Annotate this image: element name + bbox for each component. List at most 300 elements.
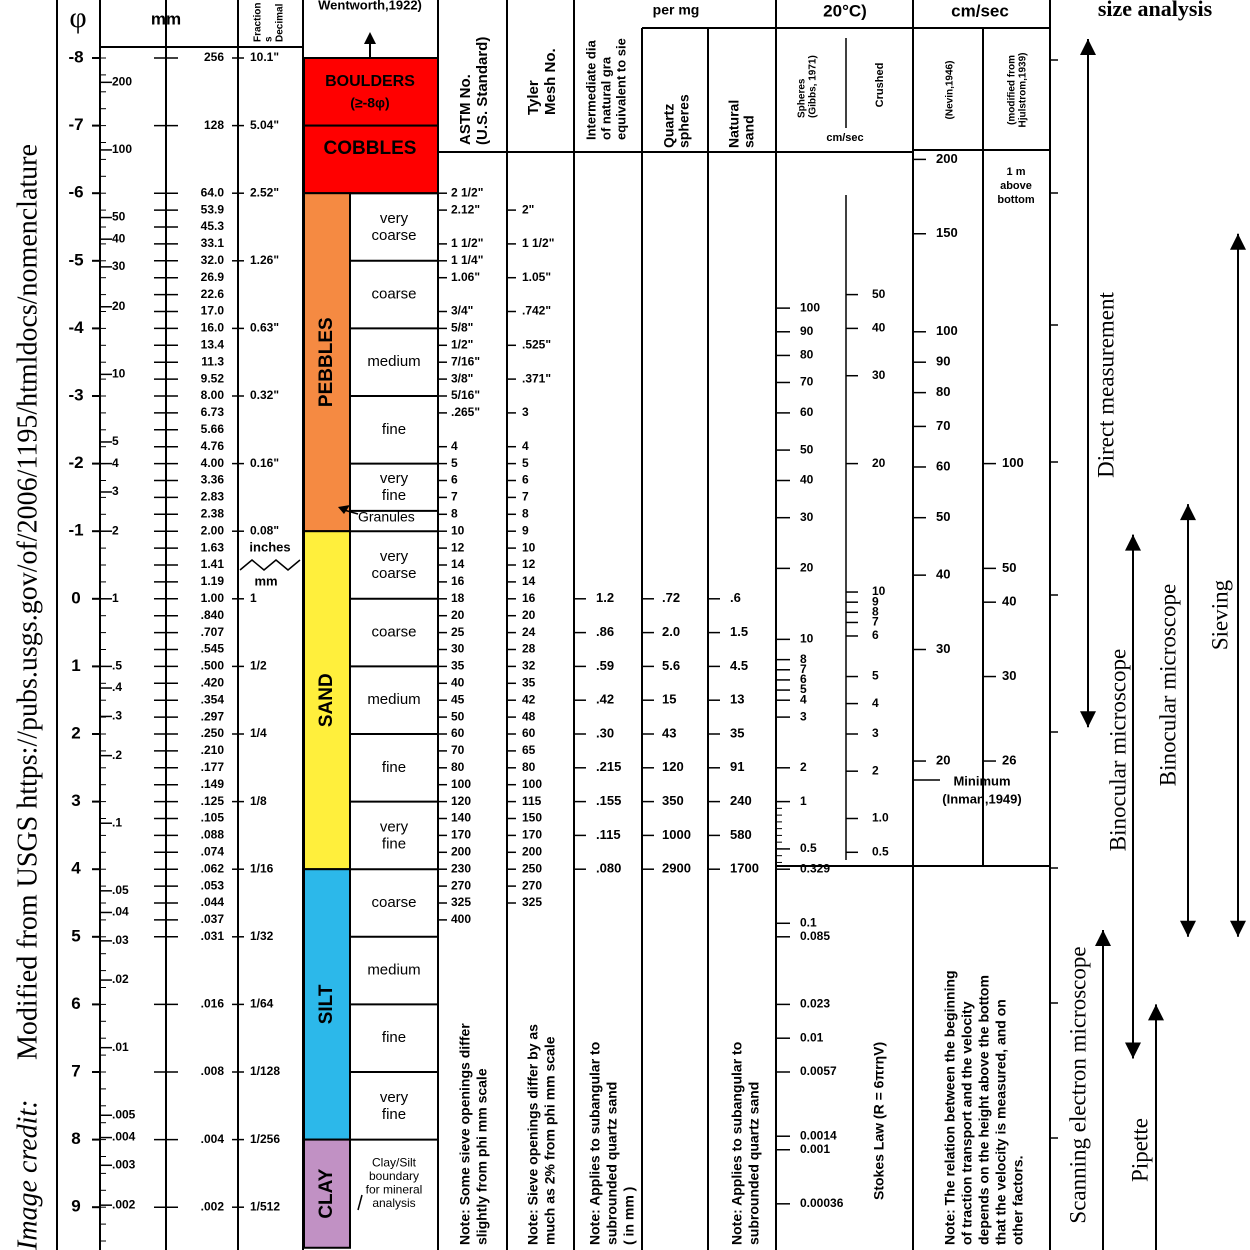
mm-value-label: .420: [200, 675, 224, 690]
phi-tick-label: -8: [68, 47, 84, 67]
clay-silt-note: Clay/Silt: [371, 1155, 417, 1170]
mm-value-label: 1.63: [200, 540, 224, 555]
intermediate-value: .155: [596, 793, 622, 809]
astm-value: 50: [451, 709, 465, 724]
natural-value: 91: [730, 759, 745, 775]
tyler-value: 14: [522, 574, 536, 589]
mm-value-label: 256: [203, 50, 224, 65]
mm-value-label: 13.4: [200, 337, 224, 352]
class-bar-boulders: [304, 58, 438, 126]
tyler-value: .371": [522, 371, 552, 386]
stokes-law: Stokes Law (R = 6πrηV): [870, 1041, 887, 1200]
spheres-value: 50: [800, 442, 814, 457]
spheres-value: 60: [800, 405, 814, 420]
tyler-value: 170: [522, 827, 543, 842]
mm-value-label: .149: [200, 776, 224, 791]
phi-tick-label: 5: [71, 926, 81, 946]
astm-value: 3/4": [451, 303, 474, 318]
astm-value: 7: [451, 489, 458, 504]
crushed-value: 4: [872, 695, 879, 710]
mm-log-label: 40: [112, 231, 126, 246]
quartz-value: 5.6: [662, 657, 681, 673]
subclass-label: very: [379, 547, 409, 565]
subclass-label: very: [379, 1088, 409, 1106]
astm-value: 35: [451, 658, 465, 673]
intermediate-header: of natural gra: [598, 56, 614, 140]
cmsec-header: cm/sec: [951, 1, 1009, 21]
phi-tick-label: 2: [71, 723, 81, 743]
natural-header: Natural: [725, 99, 742, 148]
mm-log-label: .4: [112, 680, 123, 695]
tyler-value: 20: [522, 607, 536, 622]
natural-value: 35: [730, 725, 745, 741]
mm-log-label: .3: [112, 708, 123, 723]
fraction-label: 1/8: [250, 793, 267, 808]
subclass-label: fine: [381, 1105, 407, 1123]
spheres-value: 0.5: [800, 841, 817, 856]
astm-value: 140: [451, 810, 472, 825]
credit-prefix: Image credit:: [12, 1099, 44, 1250]
spheres-value: 80: [800, 347, 814, 362]
mm-log-label: .01: [112, 1039, 129, 1054]
spheres-value: 5: [800, 682, 807, 697]
astm-value: 230: [451, 861, 472, 876]
tyler-value: 1.05": [522, 269, 552, 284]
fraction-label: 5.04": [250, 117, 280, 132]
quartz-value: .72: [662, 590, 681, 606]
hjulstrom-header: Hjulstrom,1939): [1017, 52, 1029, 128]
natural-value: 13: [730, 691, 745, 707]
intermediate-value: 1.2: [596, 590, 615, 606]
crushed-value: 8: [872, 604, 879, 619]
nevin-value: 30: [936, 640, 951, 656]
mm-log-label: .5: [112, 658, 123, 673]
tyler-value: 9: [522, 523, 529, 538]
mm-header: mm: [150, 9, 182, 29]
fraction-header: Fraction: [252, 2, 264, 42]
fraction-label: 10.1": [250, 50, 280, 65]
mm-value-label: .074: [200, 844, 224, 859]
mm-value-label: .545: [200, 641, 224, 656]
phi-tick-label: 9: [71, 1196, 81, 1216]
mm-log-label: .05: [112, 883, 129, 898]
mm-value-label: .004: [200, 1131, 224, 1146]
phi-tick-label: 4: [71, 858, 81, 878]
crushed-value: 5: [872, 668, 879, 683]
astm-value: 70: [451, 743, 465, 758]
tyler-value: 12: [522, 557, 536, 572]
fraction-label: 0.63": [250, 320, 280, 335]
mm-log-label: .003: [112, 1157, 136, 1172]
astm-value: 2 1/2": [451, 185, 484, 200]
mm-value-label: .297: [200, 709, 224, 724]
spheres-value: 1: [800, 793, 807, 808]
fraction-header: s: [263, 36, 275, 42]
mm-value-label: 6.73: [200, 405, 224, 420]
astm-value: 1/2": [451, 337, 474, 352]
spheres-value: 0.0057: [800, 1064, 837, 1079]
mm-value-label: 22.6: [200, 286, 224, 301]
subclass-label: fine: [381, 758, 407, 776]
clay-silt-note: boundary: [368, 1168, 420, 1183]
astm-value: 25: [451, 624, 465, 639]
astm-value: 325: [451, 895, 472, 910]
mm-value-label: .354: [200, 692, 224, 707]
fraction-label: 2.52": [250, 185, 280, 200]
mm-value-label: 2.00: [200, 523, 224, 538]
crushed-value: 3: [872, 726, 879, 741]
astm-value: 30: [451, 641, 465, 656]
spheres-value: 100: [800, 300, 821, 315]
astm-value: 10: [451, 523, 465, 538]
mm-value-label: .037: [200, 912, 224, 927]
crushed-value: 1.0: [872, 810, 889, 825]
tyler-header: Mesh No.: [541, 48, 559, 115]
intermediate-value: .115: [596, 826, 621, 842]
spheres-header: Spheres: [796, 78, 808, 118]
hjulstrom-header: (modified from: [1006, 55, 1018, 125]
spheres-value: 70: [800, 374, 814, 389]
quartz-value: 43: [662, 725, 677, 741]
subclass-label: very: [379, 209, 409, 227]
mm-log-label: 4: [112, 455, 119, 470]
astm-value: 16: [451, 574, 465, 589]
spheres-header: (Gibbs, 1971): [807, 55, 819, 118]
mm-log-label: .04: [112, 904, 129, 919]
mm-value-label: 33.1: [200, 236, 224, 251]
mm-value-label: .177: [200, 759, 224, 774]
credit-text: Modified from USGS https://pubs.usgs.gov/of/2006/1195/htmldocs/nomenclature: [12, 144, 44, 1060]
tyler-value: 16: [522, 590, 536, 605]
phi-tick-label: 7: [71, 1061, 81, 1081]
hjulstrom-top: 1 m: [1006, 165, 1026, 178]
astm-value: 8: [451, 506, 458, 521]
subclass-label: coarse: [371, 623, 417, 641]
mm-value-label: 4.00: [200, 455, 224, 470]
mm-value-label: .002: [200, 1199, 224, 1214]
astm-value: 3/8": [451, 371, 474, 386]
note-threshold: other factors.: [1009, 1155, 1026, 1245]
astm-value: 100: [451, 776, 472, 791]
astm-value: 1 1/4": [451, 252, 484, 267]
astm-value: 5: [451, 455, 458, 470]
hjulstrom-value: 26: [1002, 752, 1017, 768]
mm-value-label: .707: [200, 624, 224, 639]
mm-value-label: .210: [200, 743, 224, 758]
tyler-value: 6: [522, 472, 529, 487]
phi-tick-label: 8: [71, 1129, 81, 1149]
spheres-value: 6: [800, 672, 807, 687]
cmsec-sub: cm/sec: [826, 131, 864, 144]
spheres-value: 3: [800, 709, 807, 724]
mm-value-label: 1.19: [200, 574, 224, 589]
note-natural: Note: Applies to subangular to: [728, 1041, 745, 1245]
subclass-label: coarse: [371, 285, 417, 303]
mm-log-label: .004: [112, 1129, 136, 1144]
mm-log-label: 3: [112, 484, 119, 499]
spheres-value: 2: [800, 759, 807, 774]
mm-value-label: .031: [200, 928, 224, 943]
mm-value-label: 64.0: [200, 185, 224, 200]
tyler-value: .742": [522, 303, 552, 318]
spheres-value: 20: [800, 560, 814, 575]
mm-value-label: 26.9: [200, 269, 224, 284]
nevin-value: 100: [936, 323, 958, 339]
nevin-value: 70: [936, 417, 951, 433]
spheres-value: 0.0014: [800, 1128, 837, 1143]
mm-value-label: .044: [200, 895, 224, 910]
astm-value: 20: [451, 607, 465, 622]
intermediate-value: .59: [596, 657, 615, 673]
astm-value: 80: [451, 759, 465, 774]
mm-log-label: 100: [112, 142, 133, 157]
tyler-value: 150: [522, 810, 543, 825]
crushed-value: 9: [872, 594, 879, 609]
hjulstrom-top: bottom: [997, 193, 1035, 206]
intermediate-header: Intermediate dia: [583, 40, 599, 140]
quartz-header: spheres: [675, 94, 692, 148]
tyler-value: 35: [522, 675, 536, 690]
hjulstrom-value: 30: [1002, 667, 1017, 683]
class-label-sand: SAND: [316, 673, 338, 728]
fraction-label: 1: [250, 590, 257, 605]
tyler-value: 48: [522, 709, 536, 724]
subclass-label: very: [379, 470, 409, 488]
mm-log-label: 20: [112, 298, 126, 313]
phi-tick-label: -4: [68, 317, 84, 337]
hjulstrom-value: 40: [1002, 593, 1017, 609]
astm-value: 1.06": [451, 269, 481, 284]
tyler-value: 1 1/2": [522, 236, 555, 251]
class-bar-cobbles: [304, 126, 438, 194]
spheres-value: 90: [800, 323, 814, 338]
note-astm: slightly from phi mm scale: [473, 1068, 490, 1245]
natural-value: 580: [730, 826, 752, 842]
nevin-value: 60: [936, 458, 951, 474]
subclass-label: medium: [367, 353, 421, 371]
note-astm: Note: Some sieve openings differ: [456, 1023, 473, 1245]
mm-log-label: .2: [112, 747, 123, 762]
tyler-value: 24: [522, 624, 536, 639]
tyler-value: 2": [522, 202, 535, 217]
intermediate-value: .30: [596, 725, 615, 741]
astm-value: 45: [451, 692, 465, 707]
mm-value-label: 2.38: [200, 506, 224, 521]
phi-tick-label: -5: [68, 250, 84, 270]
mm-value-label: .053: [200, 878, 224, 893]
tyler-value: 4: [522, 438, 529, 453]
note-intermediate: subrounded quartz sand: [603, 1081, 620, 1245]
tyler-value: .525": [522, 337, 552, 352]
mm-log-label: 2: [112, 523, 119, 538]
astm-value: 12: [451, 540, 465, 555]
method-label: Scanning electron microscope: [1065, 946, 1091, 1224]
class-label-silt: SILT: [316, 984, 338, 1025]
note-threshold: Note: The relation between the beginning: [941, 970, 958, 1245]
nevin-header: (Nevin,1946): [944, 60, 956, 120]
astm-value: 200: [451, 844, 472, 859]
temp-header: 20°C): [823, 1, 867, 21]
mm-value-label: .016: [200, 996, 224, 1011]
class-label-pebbles: PEBBLES: [316, 317, 338, 408]
quartz-value: 15: [662, 691, 677, 707]
size-analysis-header: size analysis: [1097, 0, 1213, 21]
fraction-label: 1/32: [250, 928, 274, 943]
note-tyler: Note: Sieve openings differ by as: [524, 1024, 541, 1245]
nevin-value: 80: [936, 384, 951, 400]
quartz-value: 2900: [662, 860, 691, 876]
note-intermediate: Note: Applies to subangular to: [586, 1041, 603, 1245]
astm-value: 60: [451, 726, 465, 741]
mm-value-label: 17.0: [200, 303, 224, 318]
mm-log-label: 10: [112, 366, 126, 381]
mm-value-label: 1.00: [200, 590, 224, 605]
phi-tick-label: 0: [71, 588, 81, 608]
mm-log-label: .03: [112, 933, 129, 948]
method-label: Binocular microscope: [1105, 648, 1131, 852]
natural-value: 1.5: [730, 624, 749, 640]
note-threshold: that the velocity is measured, and on: [992, 999, 1009, 1245]
phi-tick-label: -2: [68, 453, 84, 473]
spheres-value: 0.1: [800, 915, 817, 930]
note-natural: subrounded quartz sand: [745, 1081, 762, 1245]
subclass-label: fine: [381, 1029, 407, 1047]
tyler-header: Tyler: [524, 80, 542, 115]
subclass-label: fine: [381, 835, 407, 853]
mm-value-label: 32.0: [200, 252, 224, 267]
tyler-value: 3: [522, 405, 529, 420]
mm-value-label: 11.3: [201, 354, 224, 369]
crushed-value: 10: [872, 584, 886, 599]
mm-value-label: 2.83: [200, 489, 224, 504]
method-label: Direct measurement: [1093, 292, 1119, 478]
subclass-label: fine: [381, 420, 407, 438]
fraction-label: 0.16": [250, 455, 280, 470]
clay-silt-note: for mineral: [365, 1182, 423, 1197]
astm-value: 5/16": [451, 388, 481, 403]
crushed-header: Crushed: [873, 62, 886, 108]
spheres-value: 0.085: [800, 928, 831, 943]
subclass-label: fine: [381, 487, 407, 505]
fraction-label: 0.32": [250, 388, 280, 403]
spheres-value: 7: [800, 661, 807, 676]
astm-value: 120: [451, 793, 472, 808]
crushed-value: 30: [872, 367, 886, 382]
note-tyler: much as 2% from phi mm scale: [541, 1036, 558, 1245]
natural-header: sand: [740, 115, 757, 148]
quartz-value: 350: [662, 793, 684, 809]
mm-log-label: 1: [112, 590, 119, 605]
nevin-value: 90: [936, 353, 951, 369]
tyler-value: 100: [522, 776, 543, 791]
intermediate-value: .42: [596, 691, 615, 707]
quartz-value: 1000: [662, 826, 691, 842]
mm-value-label: .062: [200, 861, 224, 876]
fraction-label: 1.26": [250, 252, 280, 267]
tyler-value: 250: [522, 861, 543, 876]
phi-tick-label: -6: [68, 182, 84, 202]
nevin-value: 20: [936, 752, 951, 768]
fraction-label: 1/4: [250, 726, 267, 741]
mm-value-label: .008: [200, 1064, 224, 1079]
tyler-value: 60: [522, 726, 536, 741]
hjulstrom-value: 100: [1002, 455, 1024, 471]
astm-header: (U.S. Standard): [473, 36, 491, 145]
astm-value: 14: [451, 557, 465, 572]
spheres-value: 4: [800, 692, 807, 707]
astm-value: 400: [451, 912, 472, 927]
subclass-label: coarse: [371, 564, 417, 582]
astm-header: ASTM No.: [456, 74, 474, 145]
fraction-header: Decimal: [274, 3, 286, 42]
crushed-value: 2: [872, 763, 879, 778]
crushed-value: 50: [872, 286, 886, 301]
mm-log-label: .1: [112, 815, 123, 830]
subclass-label: coarse: [371, 226, 417, 244]
astm-value: 2.12": [451, 202, 481, 217]
tyler-value: 200: [522, 844, 543, 859]
class-label-boulders: BOULDERS: [325, 73, 415, 91]
spheres-value: 0.001: [800, 1141, 831, 1156]
hjulstrom-value: 50: [1002, 559, 1017, 575]
spheres-value: 40: [800, 472, 814, 487]
crushed-value: 20: [872, 455, 886, 470]
mm-value-label: 1.41: [200, 557, 224, 572]
fraction-label: 0.08": [250, 523, 280, 538]
tyler-value: 80: [522, 759, 536, 774]
clay-silt-note: analysis: [372, 1195, 416, 1210]
fraction-label: 1/64: [250, 996, 274, 1011]
subclass-label: coarse: [371, 893, 417, 911]
astm-value: 170: [451, 827, 472, 842]
mm-value-label: 4.76: [200, 438, 224, 453]
spheres-value: 0.329: [800, 861, 831, 876]
mm-log-label: .005: [112, 1107, 136, 1122]
nevin-value: 40: [936, 566, 951, 582]
method-label: Binocular microscope: [1155, 583, 1181, 787]
intermediate-value: .86: [596, 624, 615, 640]
tyler-value: 10: [522, 540, 536, 555]
mm-value-label: 128: [203, 117, 224, 132]
tyler-value: 325: [522, 895, 543, 910]
phi-tick-label: -3: [68, 385, 84, 405]
crushed-value: 7: [872, 614, 879, 629]
mm-log-label: 50: [112, 209, 126, 224]
astm-value: 6: [451, 472, 458, 487]
mm-value-label: .105: [200, 810, 224, 825]
astm-value: 4: [451, 438, 458, 453]
phi-tick-label: 1: [71, 655, 81, 675]
mm-value-label: .840: [200, 607, 224, 622]
note-threshold: depends on the height above the bottom: [975, 975, 992, 1245]
phi-tick-label: -7: [68, 115, 84, 135]
class-label-clay: CLAY: [316, 1168, 338, 1219]
spheres-value: 0.023: [800, 996, 831, 1011]
class-label-cobbles: COBBLES: [323, 138, 417, 160]
tyler-value: 8: [522, 506, 529, 521]
hjulstrom-top: above: [1000, 179, 1032, 192]
crushed-value: 40: [872, 320, 886, 335]
phi-tick-label: -1: [68, 520, 84, 540]
tyler-value: 115: [522, 793, 542, 808]
tyler-value: 32: [522, 658, 536, 673]
quartz-header: Quartz: [660, 103, 677, 148]
mm-value-label: 16.0: [200, 320, 224, 335]
astm-value: 7/16": [451, 354, 481, 369]
subclass-label: very: [379, 818, 409, 836]
tyler-value: 28: [522, 641, 536, 656]
tyler-value: 270: [522, 878, 543, 893]
